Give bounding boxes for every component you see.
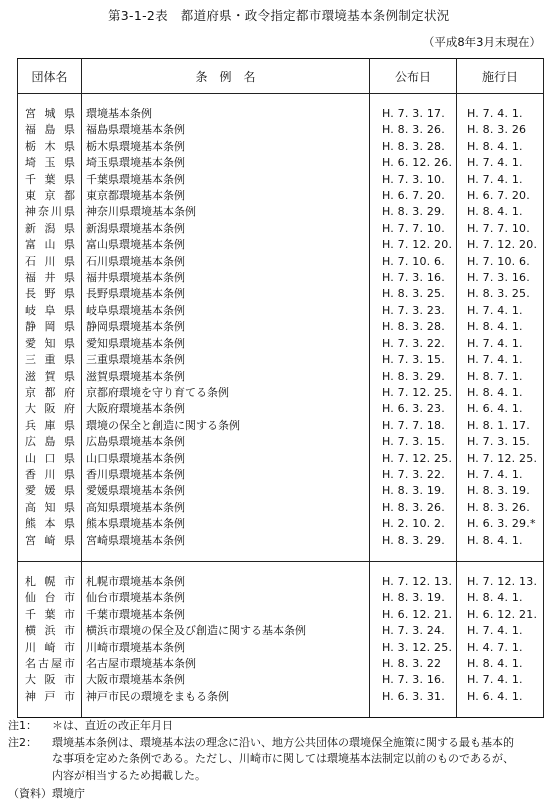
group-name-cell: 兵庫県 <box>18 418 82 434</box>
promulgation-date-cell: H. 7. 3. 15. <box>370 434 457 450</box>
enforcement-date-cell: H. 8. 3. 26. <box>457 500 544 516</box>
promulgation-date-cell: H. 8. 3. 29. <box>370 369 457 385</box>
group-name-cell: 福井県 <box>18 270 82 286</box>
group-name-cell: 横浜市 <box>18 623 82 639</box>
promulgation-date-cell: H. 8. 3. 22 <box>370 656 457 672</box>
enforcement-date-cell: H. 7. 4. 1. <box>457 467 544 483</box>
group-name-cell: 岐阜県 <box>18 303 82 319</box>
header-group-name: 団体名 <box>18 59 82 94</box>
ordinance-name-cell: 高知県環境基本条例 <box>82 500 370 516</box>
promulgation-date-cell: H. 7. 7. 18. <box>370 418 457 434</box>
group-name-cell: 川崎市 <box>18 640 82 656</box>
promulgation-date-cell: H. 7. 3. 22. <box>370 336 457 352</box>
table-row <box>18 533 544 549</box>
enforcement-date-cell: H. 7. 4. 1. <box>457 172 544 188</box>
enforcement-date-cell: H. 6. 12. 21. <box>457 607 544 623</box>
header-ordinance-name: 条 例 名 <box>82 59 370 94</box>
note-1 <box>8 718 522 735</box>
enforcement-date-cell: H. 7. 4. 1. <box>457 336 544 352</box>
table-row <box>18 369 544 385</box>
enforcement-date-cell: H. 7. 12. 20. <box>457 237 544 253</box>
enforcement-date-cell: H. 6. 7. 20. <box>457 188 544 204</box>
group-name-cell: 三重県 <box>18 352 82 368</box>
note-2-text: 環境基本条例は、環境基本法の理念に沿い、地方公共団体の環境保全施策に関する最も基本的な事項を定めた条例である。ただし、川崎市に関しては環境基本法制定以前のものであるが、内容が相当するため掲載した。 <box>52 735 514 782</box>
ordinance-name-cell: 埼玉県環境基本条例 <box>82 155 370 171</box>
ordinance-name-cell: 京都府環境を守り育てる条例 <box>82 385 370 401</box>
header-promulgation-date: 公布日 <box>370 59 457 94</box>
prefecture-rows <box>18 94 544 562</box>
group-name-cell: 札幌市 <box>18 574 82 590</box>
table-row <box>18 689 544 705</box>
promulgation-date-cell: H. 7. 12. 20. <box>370 237 457 253</box>
ordinance-name-cell: 愛媛県環境基本条例 <box>82 483 370 499</box>
group-name-cell: 石川県 <box>18 254 82 270</box>
promulgation-date-cell: H. 6. 12. 21. <box>370 607 457 623</box>
ordinance-name-cell: 札幌市環境基本条例 <box>82 574 370 590</box>
ordinance-name-cell: 神戸市民の環境をまもる条例 <box>82 689 370 705</box>
promulgation-date-cell: H. 8. 3. 25. <box>370 286 457 302</box>
group-name-cell: 福島県 <box>18 122 82 138</box>
group-name-cell: 神奈川県 <box>18 204 82 220</box>
enforcement-date-cell: H. 8. 4. 1. <box>457 656 544 672</box>
enforcement-date-cell: H. 7. 7. 10. <box>457 221 544 237</box>
table-row <box>18 106 544 122</box>
promulgation-date-cell: H. 6. 3. 31. <box>370 689 457 705</box>
enforcement-date-cell: H. 7. 4. 1. <box>457 155 544 171</box>
ordinance-name-cell: 東京都環境基本条例 <box>82 188 370 204</box>
group-name-cell: 埼玉県 <box>18 155 82 171</box>
ordinance-name-cell: 広島県環境基本条例 <box>82 434 370 450</box>
enforcement-date-cell: H. 8. 4. 1. <box>457 533 544 549</box>
city-rows <box>18 561 544 717</box>
ordinance-name-cell: 千葉市環境基本条例 <box>82 607 370 623</box>
group-name-cell: 名古屋市 <box>18 656 82 672</box>
promulgation-date-cell: H. 2. 10. 2. <box>370 516 457 532</box>
group-name-cell: 熊本県 <box>18 516 82 532</box>
promulgation-date-cell: H. 8. 3. 29. <box>370 204 457 220</box>
ordinance-name-cell: 愛知県環境基本条例 <box>82 336 370 352</box>
promulgation-date-cell: H. 7. 12. 25. <box>370 385 457 401</box>
ordinance-name-cell: 千葉県環境基本条例 <box>82 172 370 188</box>
enforcement-date-cell: H. 8. 4. 1. <box>457 204 544 220</box>
table-header-row <box>18 59 544 94</box>
promulgation-date-cell: H. 8. 3. 26. <box>370 122 457 138</box>
table-row <box>18 237 544 253</box>
ordinance-name-cell: 熊本県環境基本条例 <box>82 516 370 532</box>
group-name-cell: 仙台市 <box>18 590 82 606</box>
enforcement-date-cell: H. 8. 3. 25. <box>457 286 544 302</box>
group-name-cell: 宮城県 <box>18 106 82 122</box>
enforcement-date-cell: H. 6. 4. 1. <box>457 689 544 705</box>
table-row <box>18 418 544 434</box>
enforcement-date-cell: H. 7. 4. 1. <box>457 303 544 319</box>
group-name-cell: 新潟県 <box>18 221 82 237</box>
table-row <box>18 672 544 688</box>
promulgation-date-cell: H. 7. 3. 15. <box>370 352 457 368</box>
group-name-cell: 高知県 <box>18 500 82 516</box>
ordinance-name-cell: 名古屋市環境基本条例 <box>82 656 370 672</box>
table-row <box>18 590 544 606</box>
promulgation-date-cell: H. 6. 7. 20. <box>370 188 457 204</box>
promulgation-date-cell: H. 7. 3. 23. <box>370 303 457 319</box>
table-row <box>18 385 544 401</box>
ordinance-name-cell: 岐阜県環境基本条例 <box>82 303 370 319</box>
promulgation-date-cell: H. 7. 10. 6. <box>370 254 457 270</box>
ordinance-name-cell: 静岡県環境基本条例 <box>82 319 370 335</box>
ordinance-name-cell: 環境基本条例 <box>82 106 370 122</box>
table-row <box>18 401 544 417</box>
table-row <box>18 270 544 286</box>
ordinance-name-cell: 富山県環境基本条例 <box>82 237 370 253</box>
ordinance-name-cell: 石川県環境基本条例 <box>82 254 370 270</box>
enforcement-date-cell: H. 7. 12. 25. <box>457 451 544 467</box>
table-row <box>18 319 544 335</box>
enforcement-date-cell: H. 4. 7. 1. <box>457 640 544 656</box>
ordinance-name-cell: 大阪府環境基本条例 <box>82 401 370 417</box>
ordinance-name-cell: 宮崎県環境基本条例 <box>82 533 370 549</box>
group-name-cell: 静岡県 <box>18 319 82 335</box>
header-enforcement-date: 施行日 <box>457 59 544 94</box>
promulgation-date-cell: H. 8. 3. 28. <box>370 319 457 335</box>
note-2-label: 注2： <box>8 735 37 749</box>
group-name-cell: 栃木県 <box>18 139 82 155</box>
promulgation-date-cell: H. 7. 3. 10. <box>370 172 457 188</box>
promulgation-date-cell: H. 7. 12. 13. <box>370 574 457 590</box>
enforcement-date-cell: H. 7. 4. 1. <box>457 352 544 368</box>
promulgation-date-cell: H. 7. 3. 17. <box>370 106 457 122</box>
ordinance-name-cell: 福島県環境基本条例 <box>82 122 370 138</box>
table-row <box>18 172 544 188</box>
group-name-cell: 千葉県 <box>18 172 82 188</box>
group-name-cell: 愛知県 <box>18 336 82 352</box>
promulgation-date-cell: H. 7. 3. 24. <box>370 623 457 639</box>
table-row <box>18 656 544 672</box>
note-1-label: 注1： <box>8 719 37 732</box>
note-2 <box>8 735 522 785</box>
table-row <box>18 155 544 171</box>
enforcement-date-cell: H. 7. 12. 13. <box>457 574 544 590</box>
table-row <box>18 139 544 155</box>
table-row <box>18 352 544 368</box>
group-name-cell: 神戸市 <box>18 689 82 705</box>
promulgation-date-cell: H. 7. 3. 16. <box>370 672 457 688</box>
note-1-text: ＊は、直近の改正年月日 <box>52 719 173 732</box>
spacer-row <box>18 549 544 562</box>
table-row <box>18 303 544 319</box>
enforcement-date-cell: H. 6. 4. 1. <box>457 401 544 417</box>
enforcement-date-cell: H. 8. 1. 17. <box>457 418 544 434</box>
table-row <box>18 640 544 656</box>
table-row <box>18 451 544 467</box>
promulgation-date-cell: H. 7. 7. 10. <box>370 221 457 237</box>
ordinance-name-cell: 新潟県環境基本条例 <box>82 221 370 237</box>
promulgation-date-cell: H. 8. 3. 29. <box>370 533 457 549</box>
group-name-cell: 千葉市 <box>18 607 82 623</box>
promulgation-date-cell: H. 6. 3. 23. <box>370 401 457 417</box>
ordinance-name-cell: 川崎市環境基本条例 <box>82 640 370 656</box>
enforcement-date-cell: H. 8. 4. 1. <box>457 139 544 155</box>
table-row <box>18 516 544 532</box>
promulgation-date-cell: H. 8. 3. 19. <box>370 590 457 606</box>
promulgation-date-cell: H. 7. 3. 22. <box>370 467 457 483</box>
enforcement-date-cell: H. 7. 4. 1. <box>457 106 544 122</box>
promulgation-date-cell: H. 6. 12. 26. <box>370 155 457 171</box>
group-name-cell: 広島県 <box>18 434 82 450</box>
enforcement-date-cell: H. 7. 3. 16. <box>457 270 544 286</box>
enforcement-date-cell: H. 8. 3. 19. <box>457 483 544 499</box>
table-row <box>18 204 544 220</box>
enforcement-date-cell: H. 8. 4. 1. <box>457 319 544 335</box>
enforcement-date-cell: H. 7. 4. 1. <box>457 672 544 688</box>
ordinance-name-cell: 横浜市環境の保全及び創造に関する基本条例 <box>82 623 370 639</box>
ordinance-name-cell: 三重県環境基本条例 <box>82 352 370 368</box>
group-name-cell: 東京都 <box>18 188 82 204</box>
enforcement-date-cell: H. 6. 3. 29.* <box>457 516 544 532</box>
table-row <box>18 574 544 590</box>
enforcement-date-cell: H. 8. 4. 1. <box>457 385 544 401</box>
table-row <box>18 188 544 204</box>
table-row <box>18 623 544 639</box>
ordinance-name-cell: 香川県環境基本条例 <box>82 467 370 483</box>
promulgation-date-cell: H. 3. 12. 25. <box>370 640 457 656</box>
promulgation-date-cell: H. 8. 3. 26. <box>370 500 457 516</box>
promulgation-date-cell: H. 7. 12. 25. <box>370 451 457 467</box>
table-title: 第3-1-2表 都道府県・政令指定都市環境基本条例制定状況 <box>108 8 450 23</box>
table-row <box>18 500 544 516</box>
ordinance-name-cell: 福井県環境基本条例 <box>82 270 370 286</box>
promulgation-date-cell: H. 7. 3. 16. <box>370 270 457 286</box>
table-row <box>18 122 544 138</box>
group-name-cell: 香川県 <box>18 467 82 483</box>
enforcement-date-cell: H. 7. 10. 6. <box>457 254 544 270</box>
group-name-cell: 宮崎県 <box>18 533 82 549</box>
source-credit: （資料）環境庁 <box>8 787 85 800</box>
table-row <box>18 483 544 499</box>
table-row <box>18 336 544 352</box>
group-name-cell: 大阪市 <box>18 672 82 688</box>
group-name-cell: 大阪府 <box>18 401 82 417</box>
table-row <box>18 254 544 270</box>
ordinance-name-cell: 山口県環境基本条例 <box>82 451 370 467</box>
enforcement-date-cell: H. 7. 4. 1. <box>457 623 544 639</box>
promulgation-date-cell: H. 8. 3. 28. <box>370 139 457 155</box>
group-name-cell: 京都府 <box>18 385 82 401</box>
spacer-row <box>18 94 544 107</box>
table-row <box>18 467 544 483</box>
group-name-cell: 長野県 <box>18 286 82 302</box>
ordinance-name-cell: 大阪市環境基本条例 <box>82 672 370 688</box>
ordinance-name-cell: 仙台市環境基本条例 <box>82 590 370 606</box>
ordinance-table <box>17 58 544 718</box>
group-name-cell: 愛媛県 <box>18 483 82 499</box>
enforcement-date-cell: H. 7. 3. 15. <box>457 434 544 450</box>
enforcement-date-cell: H. 8. 3. 26 <box>457 122 544 138</box>
ordinance-name-cell: 滋賀県環境基本条例 <box>82 369 370 385</box>
enforcement-date-cell: H. 8. 4. 1. <box>457 590 544 606</box>
group-name-cell: 滋賀県 <box>18 369 82 385</box>
ordinance-name-cell: 神奈川県環境基本条例 <box>82 204 370 220</box>
table-row <box>18 607 544 623</box>
enforcement-date-cell: H. 8. 7. 1. <box>457 369 544 385</box>
group-name-cell: 山口県 <box>18 451 82 467</box>
ordinance-name-cell: 環境の保全と創造に関する条例 <box>82 418 370 434</box>
spacer-row <box>18 561 544 574</box>
table-row <box>18 434 544 450</box>
group-name-cell: 富山県 <box>18 237 82 253</box>
notes-section <box>8 718 522 803</box>
spacer-row <box>18 705 544 718</box>
ordinance-name-cell: 長野県環境基本条例 <box>82 286 370 302</box>
ordinance-name-cell: 栃木県環境基本条例 <box>82 139 370 155</box>
table-row <box>18 286 544 302</box>
promulgation-date-cell: H. 8. 3. 19. <box>370 483 457 499</box>
as-of-date: （平成8年3月末現在） <box>422 35 541 49</box>
table-row <box>18 221 544 237</box>
